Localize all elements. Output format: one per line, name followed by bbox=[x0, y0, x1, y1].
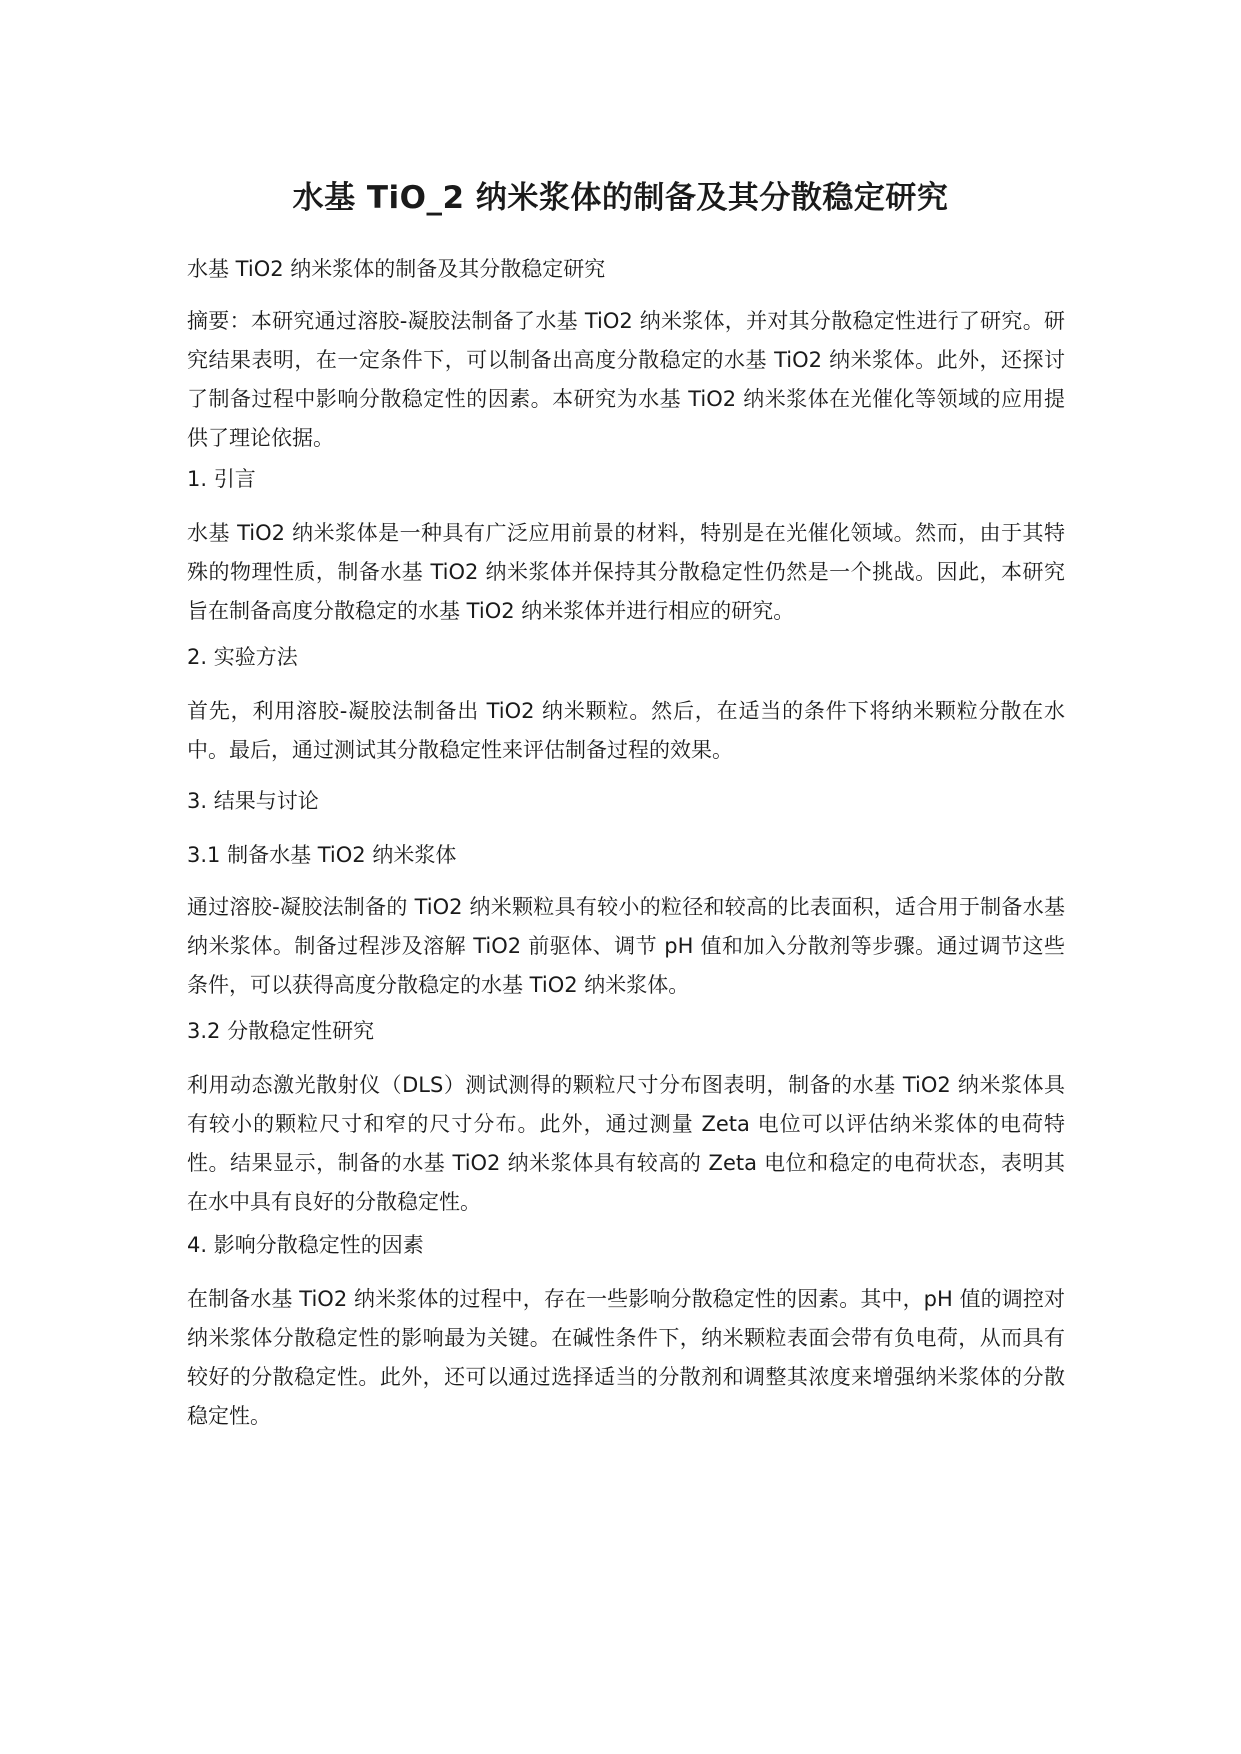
section-heading-results: 3. 结果与讨论 bbox=[187, 789, 319, 813]
section-heading-methods: 2. 实验方法 bbox=[187, 645, 298, 669]
section-heading-factors: 4. 影响分散稳定性的因素 bbox=[187, 1233, 424, 1257]
document-title: 水基 TiO_2 纳米浆体的制备及其分散稳定研究 bbox=[292, 180, 949, 216]
section-heading-stability: 3.2 分散稳定性研究 bbox=[187, 1019, 375, 1043]
section-heading-introduction: 1. 引言 bbox=[187, 467, 256, 491]
section-text-preparation: 通过溶胶-凝胶法制备的 TiO2 纳米颗粒具有较小的粒径和较高的比表面积，适合用于制备水基纳米浆体。制备过程涉及溶解 TiO2 前驱体、调节 pH 值和加入分散剂等步骤。通过调节这些条件，可以获得高度分散稳定的水基 TiO2 纳米浆体。 bbox=[187, 895, 1065, 997]
section-text-stability: 利用动态激光散射仪（DLS）测试测得的颗粒尺寸分布图表明，制备的水基 TiO2 纳米浆体具有较小的颗粒尺寸和窄的尺寸分布。此外，通过测量 Zeta 电位可以评估纳米浆体的电荷特性。结果显示，制备的水基 TiO2 纳米浆体具有较高的 Zeta 电位和稳定的电荷状态，表明其在水中具有良好的分散稳定性。 bbox=[187, 1073, 1065, 1214]
section-heading-preparation: 3.1 制备水基 TiO2 纳米浆体 bbox=[187, 843, 457, 867]
section-text-methods: 首先，利用溶胶-凝胶法制备出 TiO2 纳米颗粒。然后，在适当的条件下将纳米颗粒分散在水中。最后，通过测试其分散稳定性来评估制备过程的效果。 bbox=[187, 699, 1065, 762]
section-text-introduction: 水基 TiO2 纳米浆体是一种具有广泛应用前景的材料，特别是在光催化领域。然而，由于其特殊的物理性质，制备水基 TiO2 纳米浆体并保持其分散稳定性仍然是一个挑战。因此，本研究旨在制备高度分散稳定的水基 TiO2 纳米浆体并进行相应的研究。 bbox=[187, 521, 1065, 623]
document-subtitle: 水基 TiO2 纳米浆体的制备及其分散稳定研究 bbox=[187, 257, 606, 281]
abstract-paragraph: 摘要：本研究通过溶胶-凝胶法制备了水基 TiO2 纳米浆体，并对其分散稳定性进行了研究。研究结果表明，在一定条件下，可以制备出高度分散稳定的水基 TiO2 纳米浆体。此外，还探讨了制备过程中影响分散稳定性的因素。本研究为水基 TiO2 纳米浆体在光催化等领域的应用提供了理论依据。 bbox=[187, 309, 1065, 450]
section-text-factors: 在制备水基 TiO2 纳米浆体的过程中，存在一些影响分散稳定性的因素。其中，pH 值的调控对纳米浆体分散稳定性的影响最为关键。在碱性条件下，纳米颗粒表面会带有负电荷，从而具有较好的分散稳定性。此外，还可以通过选择适当的分散剂和调整其浓度来增强纳米浆体的分散稳定性。 bbox=[187, 1287, 1065, 1428]
